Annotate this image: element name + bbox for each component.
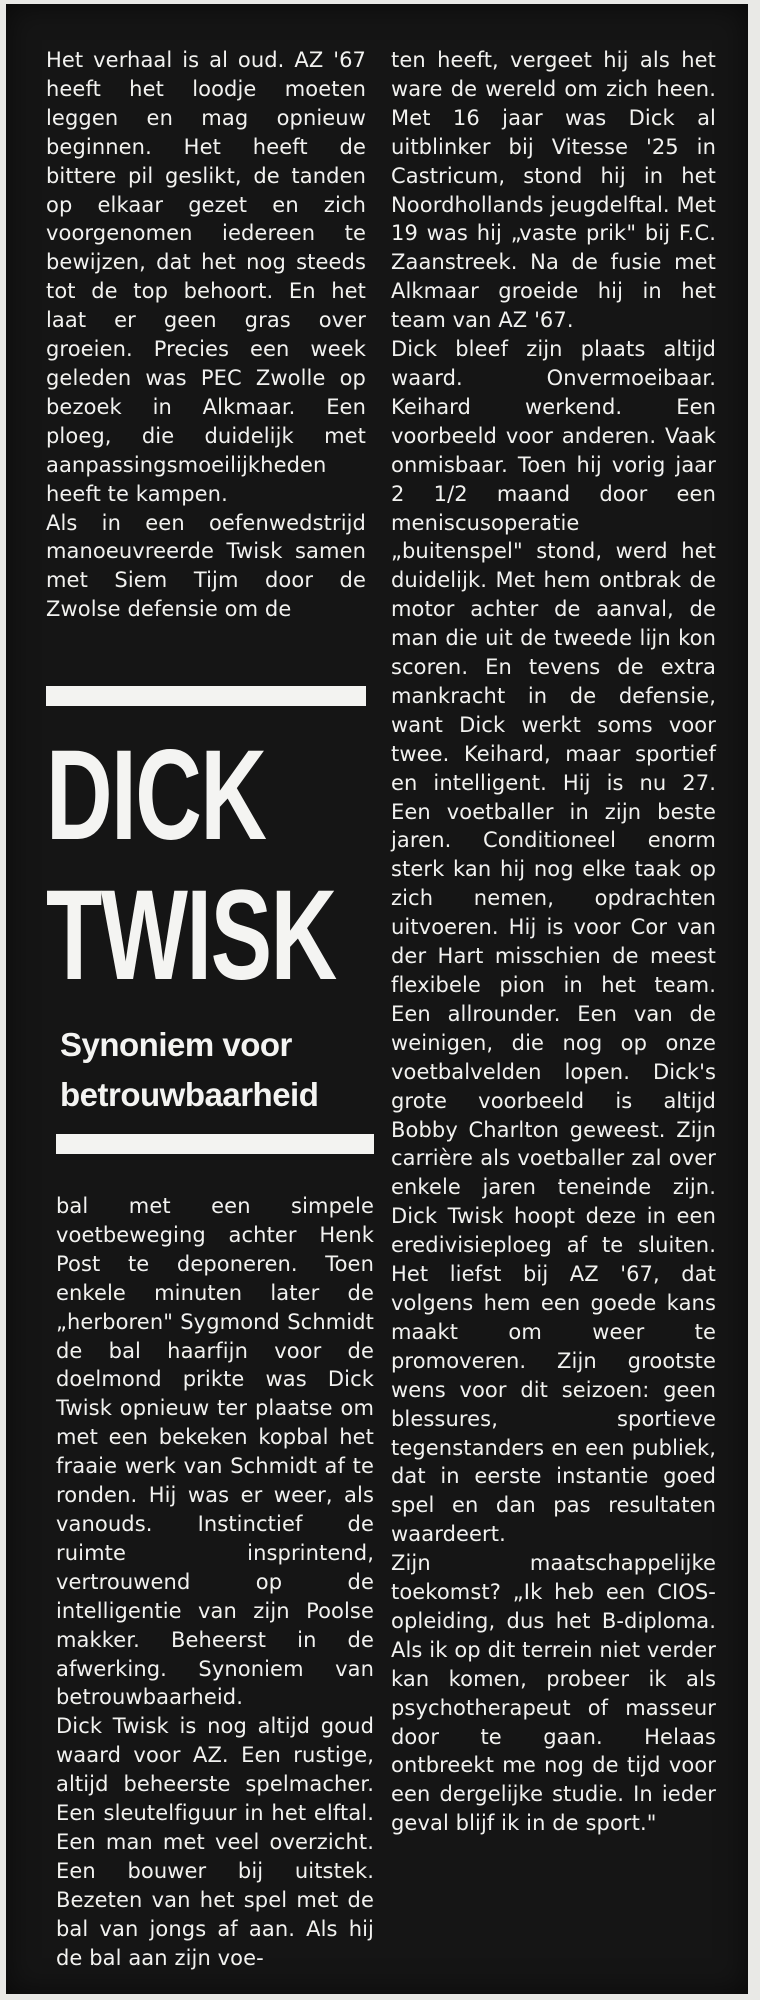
article-paragraph: Dick bleef zijn plaats altijd waard. Onvermoeibaar. Keihard werkend. Een voorbeeld voor anderen. Vaak onmisbaar. Toen hij vorig jaar 2 1/2 maand door een meniscusoperatie „buitenspel" stond, werd het duidelijk. Met hem ontbrak de motor achter de aanval, de man die uit de tweede lijn kon scoren. En tevens de extra mankracht in de defensie, want Dick werkt soms voor twee. Keihard, maar sportief en intelligent. Hij is nu 27. Een voetballer in zijn beste jaren. Conditioneel enorm sterk kan hij nog elke taak op zich nemen, opdrachten uitvoeren. Hij is voor Cor van der Hart misschien de meest flexibele pion in het team. Een allrounder. Een van de weinigen, die nog op onze voetbalvelden lopen. Dick's grote voorbeeld is altijd Bobby Charlton geweest. Zijn carrière als voetballer zal over enkele jaren teneinde zijn. Dick Twisk hoopt deze in een eredivisieploeg af te sluiten. Het liefst bij AZ '67, dat volgens hem een goede kans maakt om weer te promoveren. Zijn grootste wens voor dit seizoen: geen blessures, sportieve tegenstanders en een publiek, dat in eerste instantie goed spel en dan pas resultaten waardeert. bbox=[391, 337, 716, 1547]
article-paragraph: Als in een oefenwedstrijd manoeuvreerde Twisk samen met Siem Tijm door de Zwolse defensie om de bbox=[46, 510, 366, 622]
subheadline-line-2: betrouwbaarheid bbox=[60, 1076, 319, 1113]
article-paragraph: Dick Twisk is nog altijd goud waard voor AZ. Een rustige, altijd beheerste spelmacher. Een sleutelfiguur in het elftal. Een man met veel overzicht. Een bouwer bij uitstek. Bezeten van het spel met de bal van jongs af aan. Als hij de bal aan zijn voe- bbox=[56, 1714, 374, 1970]
article-paragraph: Het verhaal is al oud. AZ '67 heeft het loodje moeten leggen en mag opnieuw beginnen. Het heeft de bittere pil geslikt, de tanden op elkaar gezet en zich voorgenomen iedereen te bewijzen, dat het nog steeds tot de top behoort. En het laat er geen gras over groeien. Precies een week geleden was PEC Zwolle op bezoek in Alkmaar. Een ploeg, die duidelijk met aanpassingsmoeilijkheden heeft te kampen. bbox=[46, 48, 366, 506]
article-paragraph: ten heeft, vergeet hij als het ware de wereld om zich heen. Met 16 jaar was Dick al uitblinker bij Vitesse '25 in Castricum, stond hij in het Noordhollands jeugdelftal. Met 19 was hij „vaste prik" bij F.C. Zaanstreek. Na de fusie met Alkmaar groeide hij in het team van AZ '67. bbox=[391, 48, 717, 333]
headline-rule-bottom bbox=[56, 1134, 374, 1154]
article-column-right bbox=[391, 46, 716, 1838]
article-column-left-top bbox=[46, 46, 366, 624]
headline-line-1: DICK bbox=[46, 724, 266, 867]
article-paragraph: bal met een simpele voetbeweging achter Henk Post te deponeren. Toen enkele minuten later de „herboren" Sygmond Schmidt de bal haarfijn voor de doelmond prikte was Dick Twisk opnieuw ter plaatse om met een bekeken kopbal het fraaie werk van Schmidt af te ronden. Hij was er weer, als vanouds. Instinctief de ruimte insprintend, vertrouwend op de intelligentie van zijn Poolse makker. Beheerst in de afwerking. Synoniem van betrouwbaarheid. bbox=[56, 1194, 374, 1710]
article-paragraph: Zijn maatschappelijke toekomst? „Ik heb een CIOS-opleiding, dus het B-diploma. Als ik op dit terrein niet verder kan komen, probeer ik als psychotherapeut of masseur door te gaan. Helaas ontbreekt me nog de tijd voor een dergelijke studie. In ieder geval blijf ik in de sport." bbox=[391, 1551, 716, 1836]
headline-line-2: TWISK bbox=[46, 864, 336, 1007]
magazine-page bbox=[6, 4, 748, 1994]
article-column-left-bottom bbox=[56, 1192, 374, 1972]
headline-rule-top bbox=[46, 686, 366, 706]
subheadline-line-1: Synoniem voor bbox=[60, 1026, 292, 1063]
